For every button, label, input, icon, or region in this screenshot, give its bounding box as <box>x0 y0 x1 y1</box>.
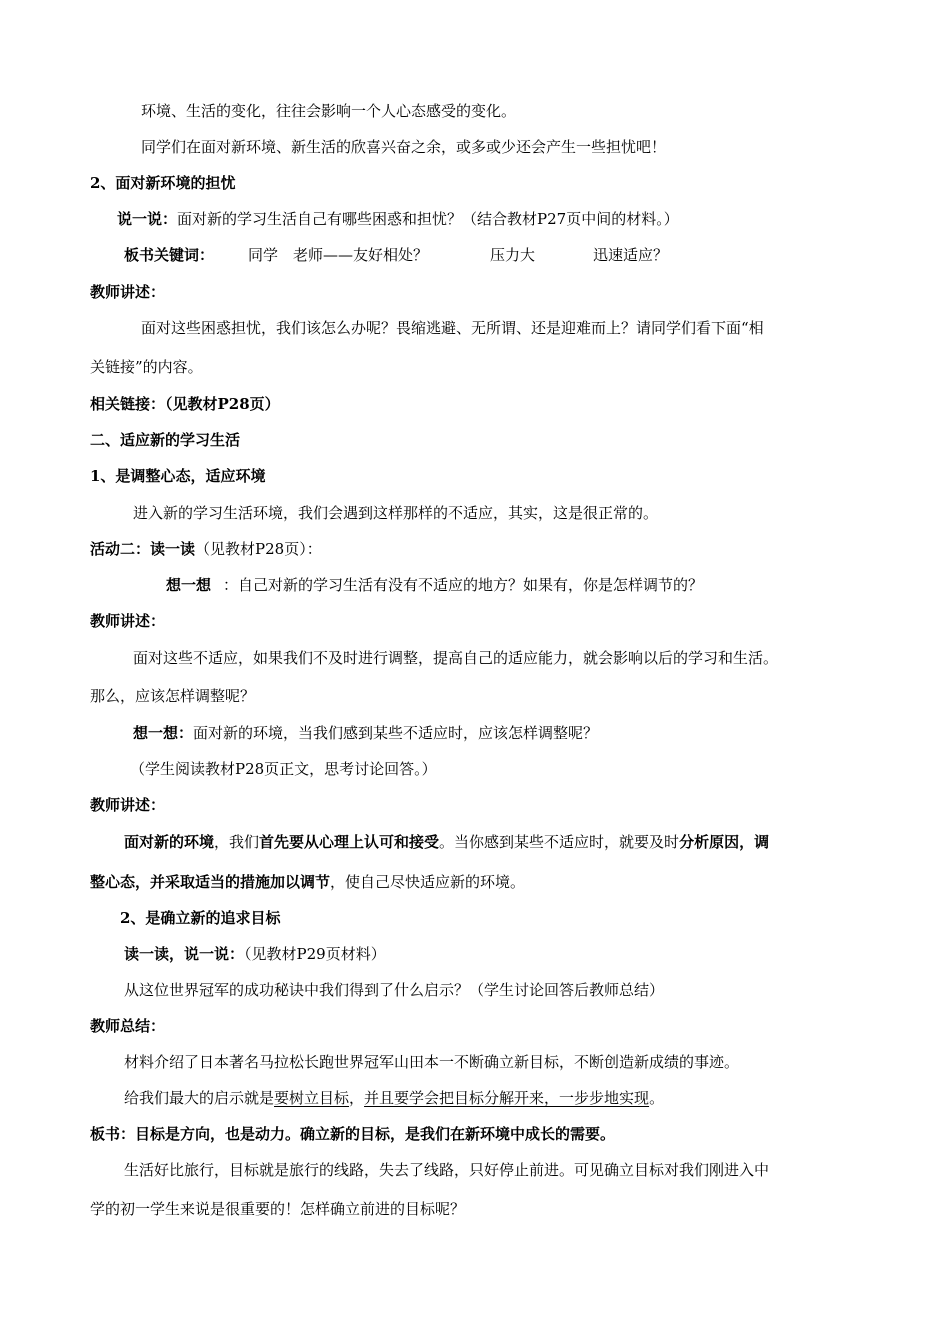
paragraph-line: 面对这些不适应，如果我们不及时进行调整，提高自己的适应能力，就会影响以后的学习和生活。 <box>133 649 779 667</box>
label: 板书关键词： <box>124 246 215 264</box>
text: ，我们 <box>214 833 260 851</box>
paragraph-line: 那么，应该怎样调整呢？ <box>90 687 256 705</box>
paragraph-line <box>124 944 386 964</box>
paragraph-line <box>90 872 525 892</box>
paragraph-line <box>133 723 598 743</box>
section-heading: 2、面对新环境的担忧 <box>90 174 236 192</box>
paragraph-line <box>166 575 703 595</box>
text: ，使自己尽快适应新的环境。 <box>330 873 526 891</box>
paragraph-line: （学生阅读教材P28页正文，思考讨论回答。） <box>130 760 437 778</box>
label: 想一想： <box>133 724 194 742</box>
text: 。当你感到某些不适应时，就要及时 <box>439 833 680 851</box>
paragraph-line: 学的初一学生来说是很重要的！怎样确立前进的目标呢？ <box>90 1200 466 1218</box>
keyword: 同学 老师——友好相处？ <box>248 246 429 264</box>
paragraph-line <box>90 539 322 559</box>
section-label: 相关链接：（见教材P28页） <box>90 395 280 413</box>
text: 面对新的环境，当我们感到某些不适应时，应该怎样调整呢？ <box>193 724 599 742</box>
paragraph-line <box>124 832 769 852</box>
paragraph-line <box>124 245 668 265</box>
paragraph-line: 环境、生活的变化，往往会影响一个人心态感受的变化。 <box>141 102 517 120</box>
emphasis: 分析原因，调 <box>679 833 770 851</box>
paragraph-line: 同学们在面对新环境、新生活的欣喜兴奋之余，或多或少还会产生一些担忧吧！ <box>141 138 667 156</box>
emphasis: 首先要从心理上认可和接受 <box>259 833 440 851</box>
section-heading: 2、是确立新的追求目标 <box>120 909 281 927</box>
paragraph-line: 进入新的学习生活环境，我们会遇到这样那样的不适应，其实，这是很正常的。 <box>133 504 659 522</box>
paragraph-line <box>117 209 679 229</box>
label: 读一读，说一说： <box>124 945 245 963</box>
paragraph-line <box>124 1088 664 1108</box>
section-heading: 1、是调整心态，适应环境 <box>90 467 266 485</box>
underlined-text: 并且要学会把目标分解开来，一步步地实现 <box>364 1089 650 1107</box>
label: 想一想 <box>166 576 212 594</box>
section-label: 教师讲述： <box>90 283 166 301</box>
paragraph-line: 面对这些困惑担忧，我们该怎么办呢？畏缩逃避、无所谓、还是迎难而上？请同学们看下面“相 <box>141 319 764 337</box>
label: 活动二：读一读 <box>90 540 196 558</box>
paragraph-line: 关链接”的内容。 <box>90 358 203 376</box>
section-heading: 二、适应新的学习生活 <box>90 431 241 449</box>
emphasis: 整心态，并采取适当的措施加以调节 <box>90 873 331 891</box>
text: （见教材P29页材料） <box>244 945 386 963</box>
section-label: 教师讲述： <box>90 796 166 814</box>
section-label: 教师总结： <box>90 1017 166 1035</box>
emphasis: 面对新的环境 <box>124 833 215 851</box>
text: （见教材P28页）： <box>195 540 322 558</box>
paragraph-line: 材料介绍了日本著名马拉松长跑世界冠军山田本一不断确立新目标，不断创造新成绩的事迹。 <box>124 1053 740 1071</box>
text: ：自己对新的学习生活有没有不适应的地方？如果有，你是怎样调节的？ <box>223 576 704 594</box>
keyword: 迅速适应？ <box>593 246 669 264</box>
paragraph-line: 生活好比旅行，目标就是旅行的线路，失去了线路，只好停止前进。可见确立目标对我们刚进入中 <box>124 1161 770 1179</box>
text: 面对新的学习生活自己有哪些困惑和担忧？（结合教材P27页中间的材料。） <box>177 210 679 228</box>
label: 说一说： <box>117 210 178 228</box>
board-summary: 板书：目标是方向，也是动力。确立新的目标，是我们在新环境中成长的需要。 <box>90 1125 616 1143</box>
text: ， <box>349 1089 365 1107</box>
section-label: 教师讲述： <box>90 612 166 630</box>
paragraph-line: 从这位世界冠军的成功秘诀中我们得到了什么启示？（学生讨论回答后教师总结） <box>124 981 665 999</box>
keyword: 压力大 <box>490 246 536 264</box>
underlined-text: 要树立目标 <box>274 1089 350 1107</box>
text: 给我们最大的启示就是 <box>124 1089 275 1107</box>
text: 。 <box>649 1089 665 1107</box>
